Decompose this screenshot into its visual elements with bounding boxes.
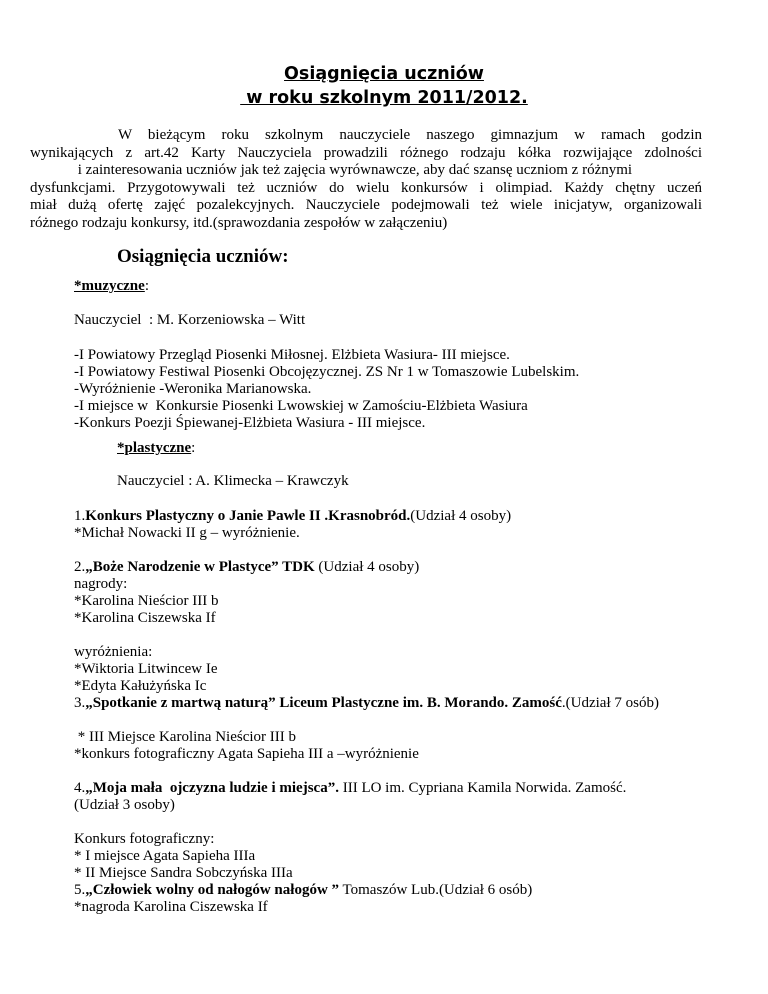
contest-note: Tomaszów Lub.(Udział 6 osób) bbox=[339, 882, 533, 898]
distinction-item: *Wiktoria Litwincew Ie bbox=[74, 661, 218, 677]
intro-line: W bieżącym roku szkolnym nauczyciele naszego gimnazjum w ramach godzin bbox=[118, 127, 702, 143]
music-item: -I Powiatowy Przegląd Piosenki Miłosnej. Elżbieta Wasiura- III miejsce. bbox=[74, 347, 510, 363]
intro-line: wynikających z art.42 Karty Nauczyciela prowadzili różnego rodzaju kółka rozwijające zdolności bbox=[30, 144, 702, 161]
art-colon: : bbox=[191, 440, 196, 456]
award-item: *Karolina Nieścior III b bbox=[74, 593, 219, 609]
contest-5 bbox=[74, 882, 532, 899]
contest-2 bbox=[74, 559, 419, 576]
music-label: *muzyczne bbox=[74, 278, 145, 294]
music-colon: : bbox=[144, 278, 149, 294]
section-heading: Osiągnięcia uczniów: bbox=[117, 246, 289, 267]
music-item: -I Powiatowy Festiwal Piosenki Obcojęzycznej. ZS Nr 1 w Tomaszowie Lubelskim. bbox=[74, 364, 580, 380]
contest-number: 3. bbox=[74, 695, 86, 711]
photo-label: Konkurs fotograficzny: bbox=[74, 831, 215, 847]
contest-number: 5. bbox=[74, 882, 86, 898]
intro-line: dysfunkcjami. Przygotowywali też uczniów do wielu konkursów i olimpiad. Każdy chętny uczeń bbox=[30, 179, 702, 196]
contest-participants: (Udział 3 osoby) bbox=[74, 797, 175, 813]
contest-title: „Boże Narodzenie w Plastyce” TDK bbox=[85, 559, 315, 575]
contest-1 bbox=[74, 508, 511, 525]
intro-line: miał dużą ofertę zajęć pozalekcyjnych. Nauczyciele podejmowali też wiele inicjatyw, organizowali bbox=[30, 197, 702, 214]
music-item: -Wyróżnienie -Weronika Marianowska. bbox=[74, 381, 312, 397]
contest-number: 2. bbox=[74, 559, 86, 575]
distinctions-label: wyróżnienia: bbox=[74, 644, 153, 660]
music-category bbox=[74, 278, 149, 295]
contest-number: 1. bbox=[74, 508, 86, 524]
contest-title: „Spotkanie z martwą naturą” Liceum Plastyczne im. B. Morando. Zamość bbox=[85, 695, 562, 711]
music-item: -I miejsce w Konkursie Piosenki Lwowskiej w Zamościu-Elżbieta Wasiura bbox=[74, 398, 528, 414]
contest-result: *konkurs fotograficzny Agata Sapieha III a –wyróżnienie bbox=[74, 746, 419, 762]
art-label: *plastyczne bbox=[117, 440, 192, 456]
contest-note: III LO im. Cypriana Kamila Norwida. Zamość. bbox=[338, 780, 627, 796]
contest-title: „Człowiek wolny od nałogów nałogów ” bbox=[85, 882, 340, 898]
title-line-1: Osiągnięcia uczniów bbox=[284, 64, 484, 84]
contest-result: *Michał Nowacki II g – wyróżnienie. bbox=[74, 525, 300, 541]
contest-3 bbox=[74, 695, 659, 712]
contest-note: .(Udział 7 osób) bbox=[561, 695, 659, 711]
photo-result: * II Miejsce Sandra Sobczyńska IIIa bbox=[74, 865, 293, 881]
contest-result: * III Miejsce Karolina Nieścior III b bbox=[74, 729, 296, 745]
intro-line: różnego rodzaju konkursy, itd.(sprawozdania zespołów w załączeniu) bbox=[30, 214, 448, 231]
contest-note: (Udział 4 osoby) bbox=[410, 508, 512, 524]
intro-line: i zainteresowania uczniów jak też zajęcia wyrównawcze, aby dać szansę uczniom z różnymi bbox=[74, 162, 633, 179]
art-category bbox=[117, 440, 195, 457]
contest-note: (Udział 4 osoby) bbox=[314, 559, 420, 575]
award-item: *Karolina Ciszewska If bbox=[74, 610, 216, 626]
contest-result: *nagroda Karolina Ciszewska If bbox=[74, 899, 268, 915]
title-line-2: w roku szkolnym 2011/2012. bbox=[240, 88, 528, 108]
photo-result: * I miejsce Agata Sapieha IIIa bbox=[74, 848, 256, 864]
distinction-item: *Edyta Kałużyńska Ic bbox=[74, 678, 207, 694]
awards-label: nagrody: bbox=[74, 576, 128, 592]
music-item: -Konkurs Poezji Śpiewanej-Elżbieta Wasiura - III miejsce. bbox=[74, 415, 426, 431]
music-teacher: Nauczyciel : M. Korzeniowska – Witt bbox=[74, 312, 306, 328]
contest-number: 4. bbox=[74, 780, 86, 796]
art-teacher: Nauczyciel : A. Klimecka – Krawczyk bbox=[117, 473, 349, 489]
contest-title: „Moja mała ojczyzna ludzie i miejsca”. bbox=[85, 780, 339, 796]
intro-paragraph bbox=[30, 127, 702, 233]
contest-title: Konkurs Plastyczny o Janie Pawle II .Krasnobród. bbox=[85, 508, 411, 524]
contest-4 bbox=[74, 780, 626, 797]
